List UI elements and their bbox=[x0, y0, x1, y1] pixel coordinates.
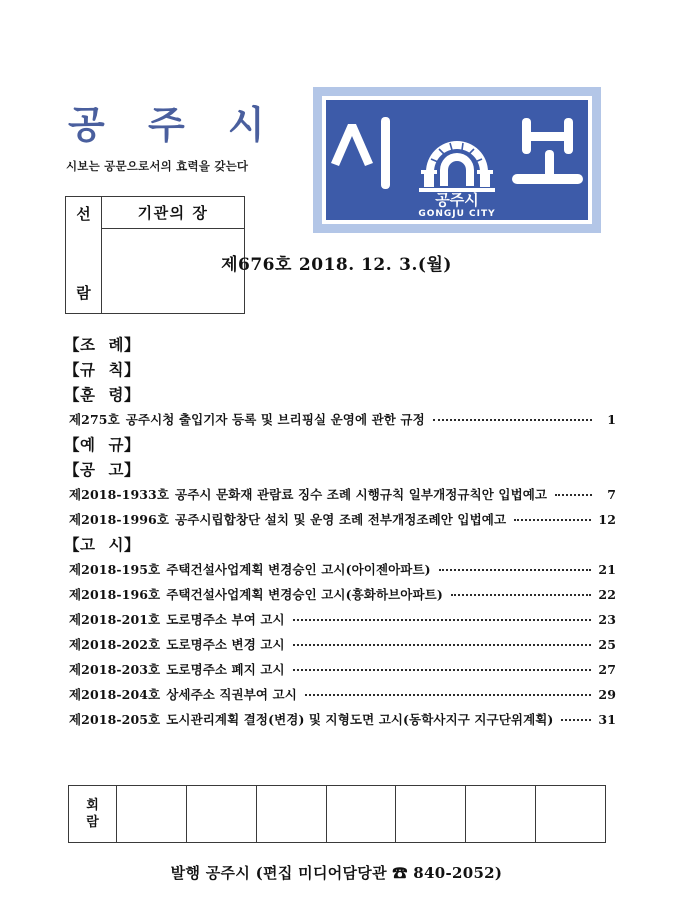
entry-page-number: 12 bbox=[598, 512, 616, 527]
issue-day: 3.(월) bbox=[399, 255, 452, 275]
seonram-label-bottom: 람 bbox=[76, 284, 91, 302]
entry-number: 제2018-1933호 bbox=[69, 487, 170, 502]
section-label-left: 고 bbox=[80, 535, 96, 554]
hoeram-routing-table bbox=[68, 785, 606, 843]
list-item[interactable] bbox=[64, 407, 616, 432]
entry-title: 공주시립합창단 설치 및 운영 조례 전부개정조례안 입법예고 bbox=[175, 512, 507, 527]
seonram-header: 기관의 장 bbox=[102, 197, 244, 229]
hoeram-label-cell bbox=[69, 786, 117, 842]
entry-number: 제2018-201호 bbox=[69, 612, 161, 627]
entry-number: 제2018-204호 bbox=[69, 687, 161, 702]
seonram-label-top: 선 bbox=[76, 205, 91, 223]
entry-page-number: 1 bbox=[607, 412, 616, 427]
logo-english-wordmark: GONGJU CITY bbox=[418, 209, 496, 219]
entry-number: 제2018-195호 bbox=[69, 562, 161, 577]
entry-leader-dots bbox=[293, 644, 592, 646]
entry-number: 제2018-1996호 bbox=[69, 512, 170, 527]
entry-title: 공주시청 출입기자 등록 및 브리핑실 운영에 관한 규정 bbox=[125, 412, 425, 427]
entry-page-number: 22 bbox=[598, 587, 616, 602]
hoeram-cell[interactable] bbox=[396, 786, 466, 842]
entry-number: 제2018-196호 bbox=[69, 587, 161, 602]
entry-leader-dots bbox=[439, 569, 592, 571]
entry-number: 제2018-203호 bbox=[69, 662, 161, 677]
section-label-right: 고 bbox=[108, 460, 124, 479]
section-label-left: 훈 bbox=[80, 385, 96, 404]
section-label-left: 규 bbox=[80, 360, 96, 379]
issue-line bbox=[0, 250, 673, 275]
logo-artwork bbox=[326, 100, 588, 220]
entry-title: 도로명주소 변경 고시 bbox=[166, 637, 285, 652]
entry-title: 도로명주소 부여 고시 bbox=[166, 612, 285, 627]
section-header-jorye: 【조 례】 bbox=[64, 335, 140, 354]
entry-title: 주택건설사업계획 변경승인 고시(흥화하브아파트) bbox=[166, 587, 443, 602]
hoeram-cell[interactable] bbox=[536, 786, 605, 842]
entry-title: 상세주소 직권부여 고시 bbox=[166, 687, 297, 702]
page-title: 공 주 시 bbox=[68, 102, 280, 147]
section-header-gonggo: 【공 고】 bbox=[64, 460, 140, 479]
logo-si-char bbox=[331, 117, 390, 189]
entry-title: 도시관리계획 결정(변경) 및 지형도면 고시(동학사지구 지구단위계획) bbox=[166, 712, 554, 727]
entry-title: 주택건설사업계획 변경승인 고시(아이젠아파트) bbox=[166, 562, 431, 577]
table-of-contents bbox=[64, 332, 616, 732]
list-item[interactable] bbox=[64, 707, 616, 732]
entry-page-number: 25 bbox=[598, 637, 616, 652]
hoeram-label-bottom: 람 bbox=[86, 815, 99, 830]
entry-page-number: 7 bbox=[607, 487, 616, 502]
list-item[interactable] bbox=[64, 482, 616, 507]
hoeram-cell[interactable] bbox=[257, 786, 327, 842]
section-header-hullyeong: 【훈 령】 bbox=[64, 385, 140, 404]
section-header-gyuchik: 【규 칙】 bbox=[64, 360, 140, 379]
list-item[interactable] bbox=[64, 507, 616, 532]
hoeram-cell[interactable] bbox=[187, 786, 257, 842]
issue-number: 제676호 bbox=[221, 255, 292, 275]
entry-leader-dots bbox=[305, 694, 592, 696]
section-label-left: 공 bbox=[80, 460, 96, 479]
section-header-yegyu: 【예 규】 bbox=[64, 435, 140, 454]
entry-leader-dots bbox=[433, 419, 592, 421]
hoeram-cell[interactable] bbox=[327, 786, 397, 842]
section-label-right: 시 bbox=[108, 535, 124, 554]
entry-page-number: 23 bbox=[598, 612, 616, 627]
entry-number: 제275호 bbox=[69, 412, 120, 427]
entry-leader-dots bbox=[514, 519, 591, 521]
section-header-gosi: 【고 시】 bbox=[64, 535, 140, 554]
logo-white-border bbox=[322, 96, 592, 224]
list-item[interactable] bbox=[64, 582, 616, 607]
entry-leader-dots bbox=[561, 719, 591, 721]
entry-number: 제2018-205호 bbox=[69, 712, 161, 727]
entry-number: 제2018-202호 bbox=[69, 637, 161, 652]
list-item[interactable] bbox=[64, 657, 616, 682]
gate-arch-icon bbox=[419, 141, 495, 192]
issue-date: 2018. 12. bbox=[298, 255, 393, 275]
entry-title: 도로명주소 폐지 고시 bbox=[166, 662, 285, 677]
section-label-right: 칙 bbox=[108, 360, 124, 379]
list-item[interactable] bbox=[64, 607, 616, 632]
gazette-logo bbox=[313, 87, 601, 233]
section-label-right: 규 bbox=[108, 435, 124, 454]
hoeram-cell[interactable] bbox=[466, 786, 536, 842]
list-item[interactable] bbox=[64, 632, 616, 657]
hoeram-label-top: 회 bbox=[86, 798, 99, 813]
section-label-left: 조 bbox=[80, 335, 96, 354]
entry-page-number: 21 bbox=[598, 562, 616, 577]
section-label-left: 예 bbox=[80, 435, 96, 454]
list-item[interactable] bbox=[64, 682, 616, 707]
hoeram-cell[interactable] bbox=[117, 786, 187, 842]
tagline: 시보는 공문으로서의 효력을 갖는다 bbox=[66, 159, 249, 173]
entry-leader-dots bbox=[555, 494, 592, 496]
logo-bo-char bbox=[512, 118, 583, 184]
section-label-right: 령 bbox=[108, 385, 124, 404]
entry-title: 공주시 문화재 관람료 징수 조례 시행규칙 일부개정규칙안 입법예고 bbox=[175, 487, 548, 502]
entry-page-number: 27 bbox=[598, 662, 616, 677]
entry-leader-dots bbox=[293, 619, 592, 621]
entry-page-number: 29 bbox=[598, 687, 616, 702]
section-label-right: 례 bbox=[108, 335, 124, 354]
entry-leader-dots bbox=[451, 594, 592, 596]
entry-page-number: 31 bbox=[598, 712, 616, 727]
logo-blue-field bbox=[326, 100, 588, 220]
publisher-footer: 발행 공주시 (편집 미디어담당관 ☎ 840-2052) bbox=[170, 864, 503, 882]
entry-leader-dots bbox=[293, 669, 592, 671]
list-item[interactable] bbox=[64, 557, 616, 582]
logo-korean-wordmark: 공주시 bbox=[435, 191, 479, 209]
